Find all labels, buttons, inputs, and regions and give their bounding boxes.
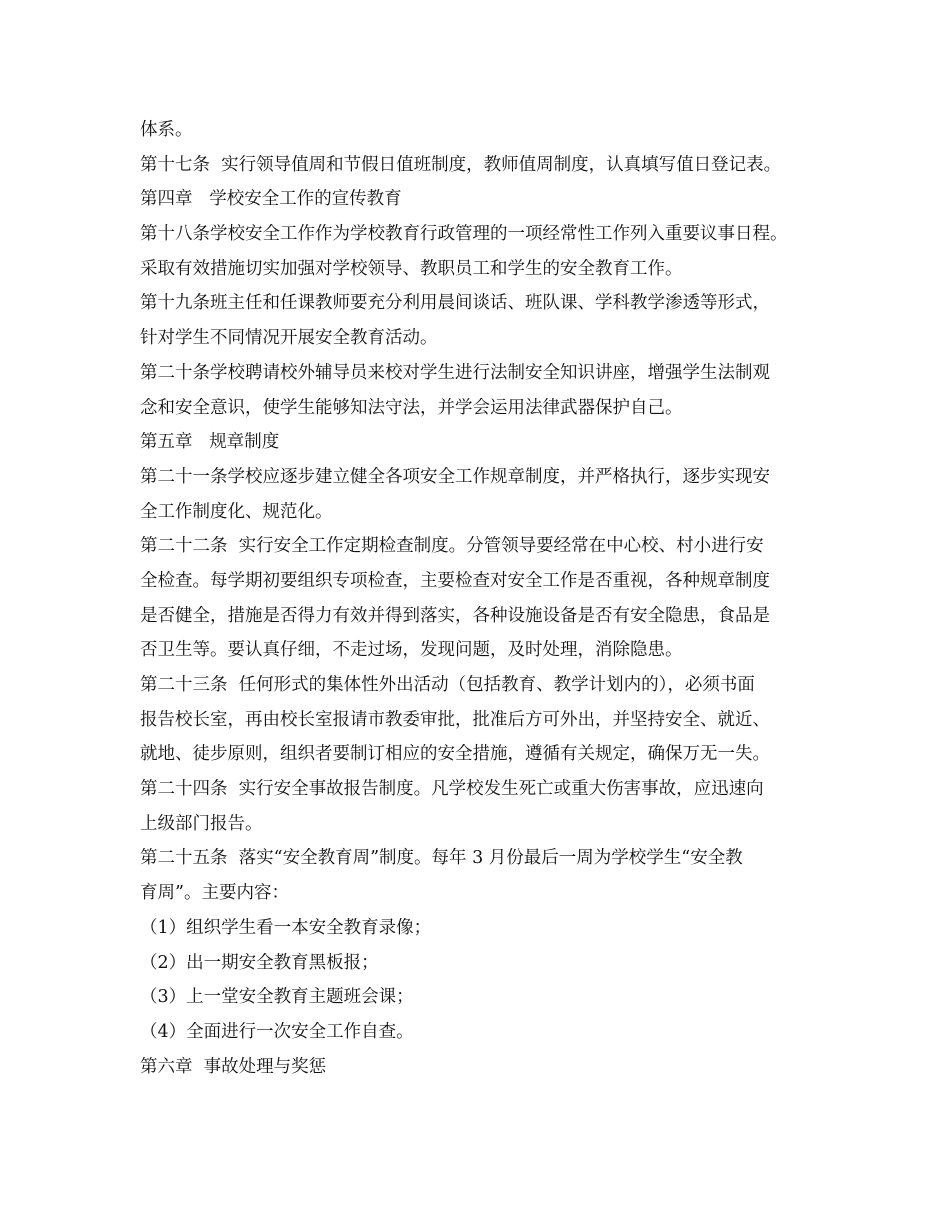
text-line: 第二十五条 落实“安全教育周”制度。每年 3 月份最后一周为学校学生“安全教 [140,848,743,869]
text-line: 是否健全，措施是否得力有效并得到落实，各种设施设备是否有安全隐患，食品是 [140,605,770,626]
text-line: 第十七条 实行领导值周和节假日值班制度，教师值周制度，认真填写值日登记表。 [140,154,782,175]
list-item: （2）出一期安全教育黑板报； [140,952,379,973]
text-line: 第十八条学校安全工作作为学校教育行政管理的一项经常性工作列入重要议事日程。 [140,224,788,245]
text-line: 第二十条学校聘请校外辅导员来校对学生进行法制安全知识讲座，增强学生法制观 [140,362,770,383]
text-line: 第二十二条 实行安全工作定期检查制度。分管领导要经常在中心校、村小进行安 [140,536,764,557]
text-line: 第二十四条 实行安全事故报告制度。凡学校发生死亡或重大伤害事故，应迅速向 [140,779,764,800]
chapter-heading: 第五章 规章制度 [140,432,280,453]
document-body [140,113,830,1084]
list-item: （3）上一堂安全教育主题班会课； [140,987,414,1008]
chapter-heading: 第六章 事故处理与奖惩 [140,1056,327,1077]
text-line: 就地、徒步原则，组织者要制订相应的安全措施，遵循有关规定，确保万无一失。 [140,744,770,765]
text-line: 全检查。每学期初要组织专项检查，主要检查对安全工作是否重视，各种规章制度 [140,570,770,591]
text-line: 否卫生等。要认真仔细，不走过场，发现问题，及时处理，消除隐患。 [140,640,683,661]
text-line: 体系。 [140,120,193,140]
text-line: 第二十一条学校应逐步建立健全各项安全工作规章制度，并严格执行，逐步实现安 [140,466,770,487]
chapter-heading: 第四章 学校安全工作的宣传教育 [140,189,402,210]
text-line: 念和安全意识，使学生能够知法守法，并学会运用法律武器保护自己。 [140,397,683,418]
text-line: 采取有效措施切实加强对学校领导、教职员工和学生的安全教育工作。 [140,258,683,279]
text-line: 育周”。主要内容： [140,883,289,904]
text-line: 全工作制度化、规范化。 [140,501,333,522]
text-line: 报告校长室，再由校长室报请市教委审批，批准后方可外出，并坚持安全、就近、 [140,709,770,730]
text-line: 上级部门报告。 [140,813,263,834]
text-line: 针对学生不同情况开展安全教育活动。 [140,328,438,349]
list-item: （1）组织学生看一本安全教育录像； [140,917,432,938]
text-line: 第二十三条 任何形式的集体性外出活动（包括教育、教学计划内的），必须书面 [140,675,755,695]
list-item: （4）全面进行一次安全工作自查。 [140,1021,414,1042]
text-line: 第十九条班主任和任课教师要充分利用晨间谈话、班队课、学科教学渗透等形式， [140,293,770,314]
